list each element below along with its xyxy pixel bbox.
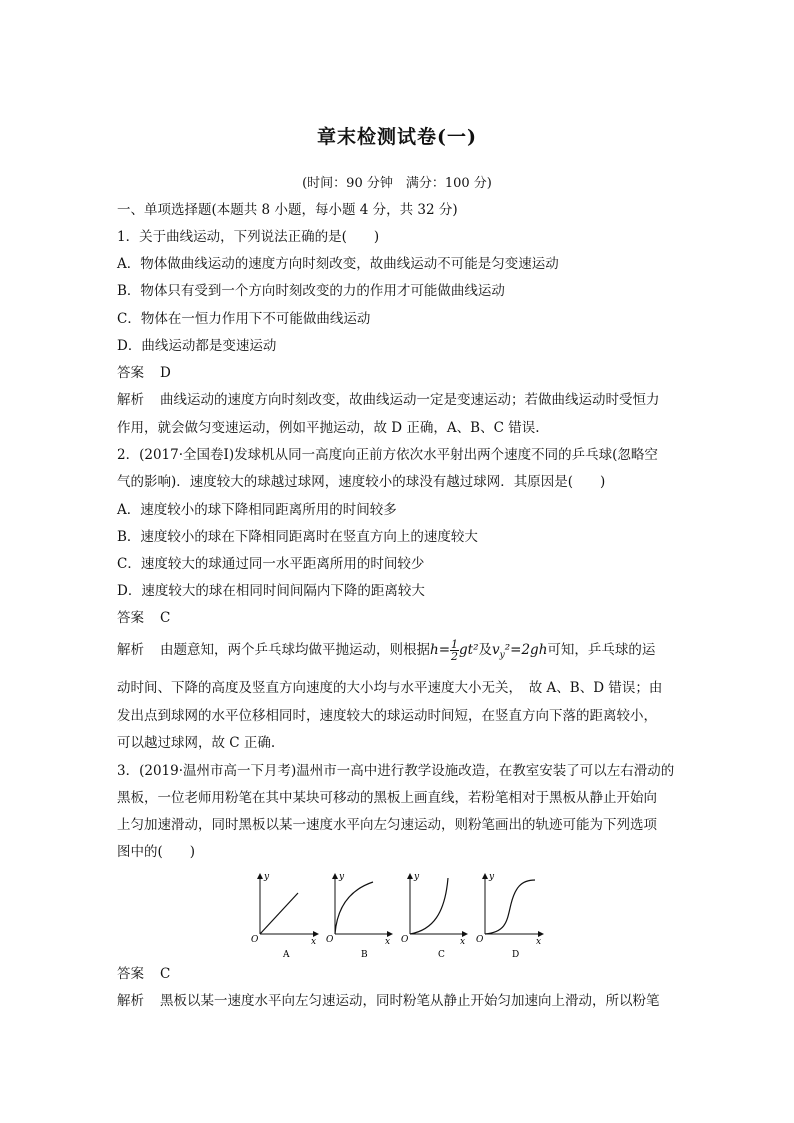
- analysis-label: 解析: [117, 642, 144, 658]
- q1-option-c: C．物体在一恒力作用下不可能做曲线运动: [117, 311, 371, 327]
- q2-analysis-line4: 可以越过球网，故 C 正确.: [117, 735, 276, 751]
- answer-value: C: [160, 610, 171, 626]
- section-heading: 一、单项选择题(本题共 8 小题，每小题 4 分，共 32 分): [117, 202, 458, 218]
- q2-analysis-line1: [117, 639, 655, 665]
- graph-a: [251, 872, 318, 960]
- origin-label: O: [251, 935, 259, 945]
- analysis-text: 及: [478, 642, 492, 658]
- answer-label: 答案: [117, 610, 144, 626]
- graph-label: D: [512, 950, 520, 960]
- q2-analysis-line3: 发出点到球网的水平位移相同时，速度较大的球运动时间短，在竖直方向下落的距离较小，: [117, 708, 657, 724]
- formula-v: v: [492, 642, 500, 658]
- q2-option-d: D．速度较大的球在相同时间间隔内下降的距离较大: [117, 583, 425, 599]
- analysis-text: 由题意知，两个乒乓球均做平抛运动，则根据: [160, 642, 430, 658]
- fraction-half: [450, 639, 459, 662]
- q1-analysis-line1: [117, 391, 660, 409]
- answer-value: D: [160, 365, 171, 381]
- trajectory-curve: [410, 878, 448, 934]
- q1-option-b: B．物体只有受到一个方向时刻改变的力的作用才可能做曲线运动: [117, 283, 505, 299]
- q1-stem: 1．关于曲线运动，下列说法正确的是( ): [117, 229, 380, 245]
- graph-c: [401, 872, 467, 960]
- q1-option-a: A．物体做曲线运动的速度方向时刻改变，故曲线运动不可能是匀变速运动: [117, 256, 559, 272]
- q3-stem-line1: 3．(2019·温州市高一下月考)温州市一高中进行教学设施改造，在教室安装了可以左右滑动的: [117, 763, 675, 779]
- analysis-label: 解析: [117, 392, 144, 408]
- origin-label: O: [476, 935, 484, 945]
- answer-label: 答案: [117, 966, 144, 982]
- graph-label: C: [438, 950, 445, 960]
- q2-option-a: A．速度较小的球下降相同距离所用的时间较多: [117, 502, 397, 518]
- axis-y-label: y: [489, 872, 495, 882]
- origin-label: O: [401, 935, 409, 945]
- graph-label: B: [361, 950, 368, 960]
- axis-y-label: y: [264, 872, 270, 882]
- page-title: 章末检测试卷(一): [317, 126, 477, 148]
- q1-answer: [117, 364, 171, 382]
- analysis-label: 解析: [117, 993, 144, 1009]
- analysis-text: 曲线运动的速度方向时刻改变，故曲线运动一定是变速运动；若做曲线运动时受恒力: [160, 392, 660, 408]
- q1-option-d: D．曲线运动都是变速运动: [117, 338, 277, 354]
- q2-analysis-line2: 动时间、下降的高度及竖直方向速度的大小均与水平速度大小无关， 故 A、B、D 错误；由: [117, 680, 663, 696]
- q1-analysis-line2: 作用，就会做匀变速运动，例如平抛运动，故 D 正确，A、B、C 错误.: [117, 420, 540, 436]
- graph-d: [476, 872, 543, 960]
- formula-h: [430, 638, 479, 663]
- q3-analysis-line1: [117, 992, 660, 1010]
- formula-v-sub: y: [499, 650, 505, 661]
- formula-h-lhs: h=: [430, 642, 451, 658]
- axis-x-label: x: [460, 937, 466, 947]
- graph-b: [326, 872, 392, 960]
- origin-label: O: [326, 935, 334, 945]
- axis-x-label: x: [385, 937, 391, 947]
- q2-stem-line1: 2．(2017·全国卷Ⅰ)发球机从同一高度向正前方依次水平射出两个速度不同的乒乓球(忽略空: [117, 447, 658, 463]
- fraction-denominator: 2: [451, 650, 459, 663]
- q2-answer: [117, 609, 170, 627]
- analysis-text: 黑板以某一速度水平向左匀速运动，同时粉笔从静止开始匀加速向上滑动，所以粉笔: [160, 993, 660, 1009]
- q3-stem-line4: 图中的( ): [117, 844, 196, 860]
- q2-option-b: B．速度较小的球在下降相同距离时在竖直方向上的速度较大: [117, 529, 478, 545]
- q2-option-c: C．速度较大的球通过同一水平距离所用的时间较少: [117, 556, 425, 572]
- trajectory-curve: [335, 882, 373, 934]
- trajectory-line: [260, 893, 298, 934]
- axis-y-label: y: [414, 872, 420, 882]
- fraction-numerator: 1: [451, 638, 459, 651]
- axis-x-label: x: [311, 937, 317, 947]
- axis-y-label: y: [339, 872, 345, 882]
- q3-stem-line2: 黑板，一位老师用粉笔在其中某块可移动的黑板上画直线，若粉笔相对于黑板从静止开始向: [117, 790, 657, 806]
- q3-answer: [117, 965, 170, 983]
- trajectory-curve: [485, 880, 535, 934]
- q3-stem-line3: 上匀加速滑动，同时黑板以某一速度水平向左匀速运动，则粉笔画出的轨迹可能为下列选项: [117, 817, 657, 833]
- answer-value: C: [160, 966, 171, 982]
- exam-info: (时间：90 分钟 满分：100 分): [302, 176, 492, 191]
- answer-label: 答案: [117, 365, 144, 381]
- graph-label: A: [283, 950, 290, 960]
- q3-graphs-svg: [245, 868, 550, 960]
- formula-vy: [492, 642, 548, 661]
- analysis-text: 可知，乒乓球的运: [547, 642, 656, 658]
- formula-v-rest: ²=2gh: [504, 642, 548, 658]
- formula-gt: gt²: [459, 642, 479, 658]
- q3-figure: [245, 868, 550, 960]
- q2-stem-line2: 气的影响)．速度较大的球越过球网，速度较小的球没有越过球网．其原因是( ): [117, 474, 606, 490]
- axis-x-label: x: [536, 937, 542, 947]
